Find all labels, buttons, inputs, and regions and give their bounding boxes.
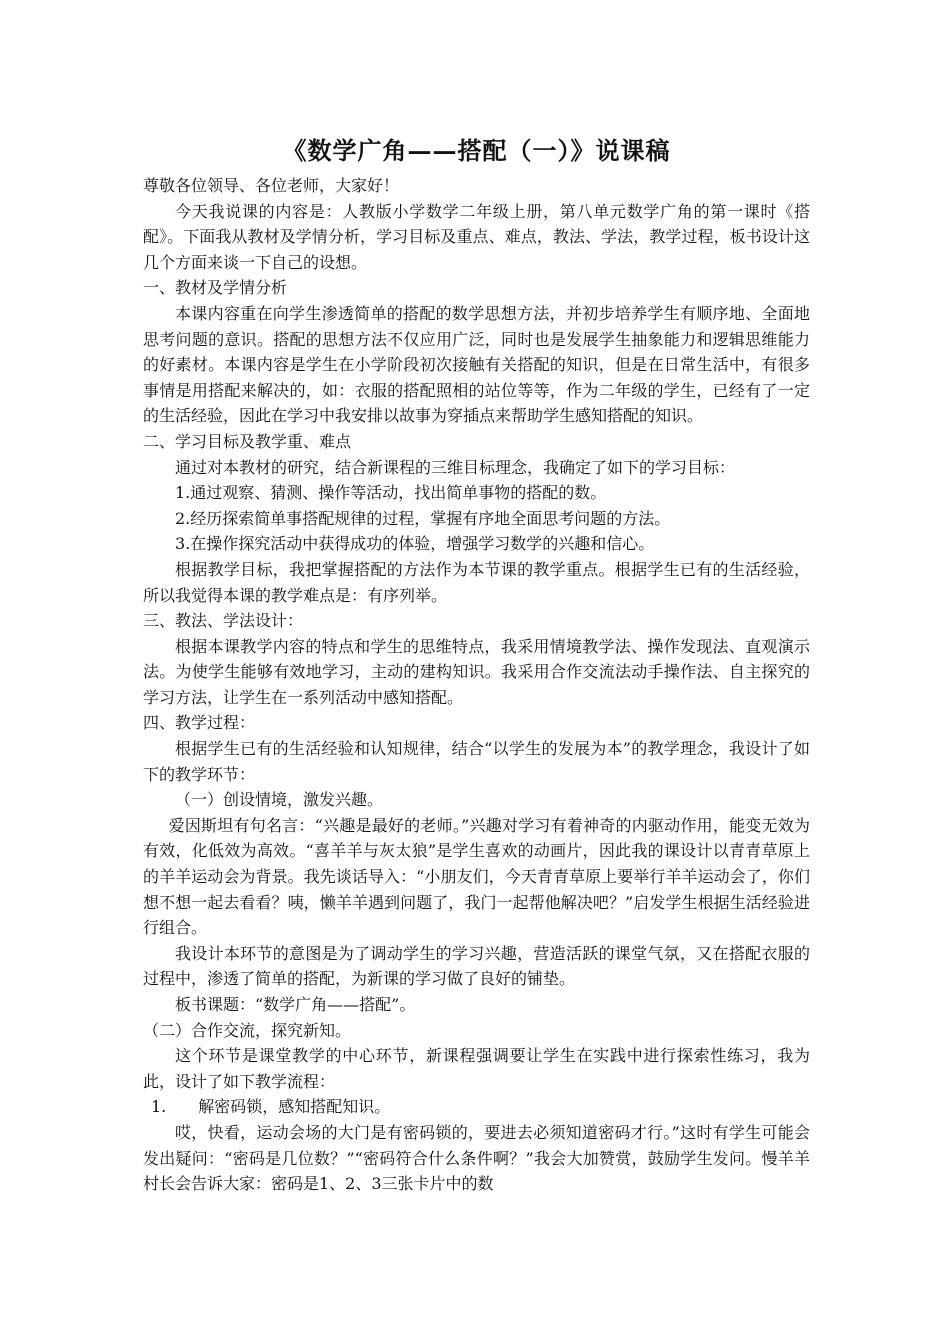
section-3-paragraph: 根据本课教学内容的特点和学生的思维特点，我采用情境教学法、操作发现法、直观演示法。为使学生能够有效地学习，主动的建构知识。我采用合作交流法动手操作法、自主探究的学习方法，让学生在一系列活动中感知搭配。: [143, 636, 810, 707]
section-4-heading: 四、教学过程：: [143, 713, 256, 733]
intro-paragraph: 今天我说课的内容是：人教版小学数学二年级上册，第八单元数学广角的第一课时《搭配》。下面我从教材及学情分析，学习目标及重点、难点，教法、学法，教学过程，板书设计这几个方面来谈一下自己的设想。: [143, 201, 810, 272]
core-section-paragraph: 这个环节是课堂教学的中心环节，新课程强调要让学生在实践中进行探索性练习，我为此，设计了如下教学流程：: [143, 1046, 810, 1091]
learning-goal-2: 2.经历探索简单事搭配规律的过程，掌握有序地全面思考问题的方法。: [175, 508, 671, 528]
section-2-heading: 二、学习目标及教学重、难点: [143, 431, 352, 451]
step-1-heading: 1. 解密码锁，感知搭配知识。: [151, 1097, 391, 1117]
section-1-heading: 一、教材及学情分析: [143, 278, 288, 298]
subsection-2-heading: （二）合作交流，探究新知。: [143, 1020, 352, 1040]
document-title: 《数学广角——搭配（一）》说课稿: [282, 136, 671, 165]
greeting: 尊敬各位领导、各位老师，大家好！: [143, 176, 400, 195]
board-title-paragraph: 板书课题：“数学广角——搭配”。: [175, 995, 416, 1014]
section-2-paragraph: 通过对本教材的研究，结合新课程的三维目标理念，我确定了如下的学习目标：: [175, 457, 736, 477]
einstein-paragraph: 爱因斯坦有句名言：“兴趣是最好的老师。”兴趣对学习有着神奇的内驱动作用，能变无效为有效，化低效为高效。“喜羊羊与灰太狼”是学生喜欢的动画片，因此我的课设计以青青草原上的羊羊运动会为背景。我先谈话导入：“小朋友们，今天青青草原上要举行羊羊运动会了，你们想不想一起去看看？咦，懒羊羊遇到问题了，我门一起帮他解决吧？”启发学生根据生活经验进行组合。: [143, 815, 810, 938]
section-3-heading: 三、教法、学法设计：: [143, 611, 304, 631]
document-page: [143, 133, 810, 1197]
subsection-1-heading: （一）创设情境，激发兴趣。: [175, 790, 384, 810]
section-4-paragraph: 根据学生已有的生活经验和认知规律，结合“以学生的发展为本”的教学理念，我设计了如下的教学环节：: [143, 739, 810, 784]
learning-goal-3: 3.在操作探究活动中获得成功的体验，增强学习数学的兴趣和信心。: [175, 534, 655, 554]
design-intent-paragraph: 我设计本环节的意图是为了调动学生的学习兴趣，营造活跃的课堂气氛，又在搭配衣服的过程中，渗透了简单的搭配，为新课的学习做了良好的铺垫。: [143, 943, 810, 989]
password-lock-paragraph: 哎，快看，运动会场的大门是有密码锁的，要进去必须知道密码才行。”这时有学生可能会发出疑问：“密码是几位数？”“密码符合什么条件啊？”我会大加赞赏，鼓励学生发问。慢羊羊村长会告诉大家：密码是1、2、3三张卡片中的数: [143, 1122, 810, 1194]
section-2-focus-paragraph: 根据教学目标，我把掌握搭配的方法作为本节课的教学重点。根据学生已有的生活经验，所以我觉得本课的教学难点是：有序列举。: [143, 559, 810, 605]
learning-goal-1: 1.通过观察、猜测、操作等活动，找出简单事物的搭配的数。: [175, 483, 607, 503]
section-1-paragraph: 本课内容重在向学生渗透简单的搭配的数学思想方法，并初步培养学生有顺序地、全面地思考问题的意识。搭配的思想方法不仅应用广泛，同时也是发展学生抽象能力和逻辑思维能力的好素材。本课内容是学生在小学阶段初次接触有关搭配的知识，但是在日常生活中，有很多事情是用搭配来解决的，如：衣服的搭配照相的站位等等，作为二年级的学生，已经有了一定的生活经验，因此在学习中我安排以故事为穿插点来帮助学生感知搭配的知识。: [143, 303, 810, 426]
